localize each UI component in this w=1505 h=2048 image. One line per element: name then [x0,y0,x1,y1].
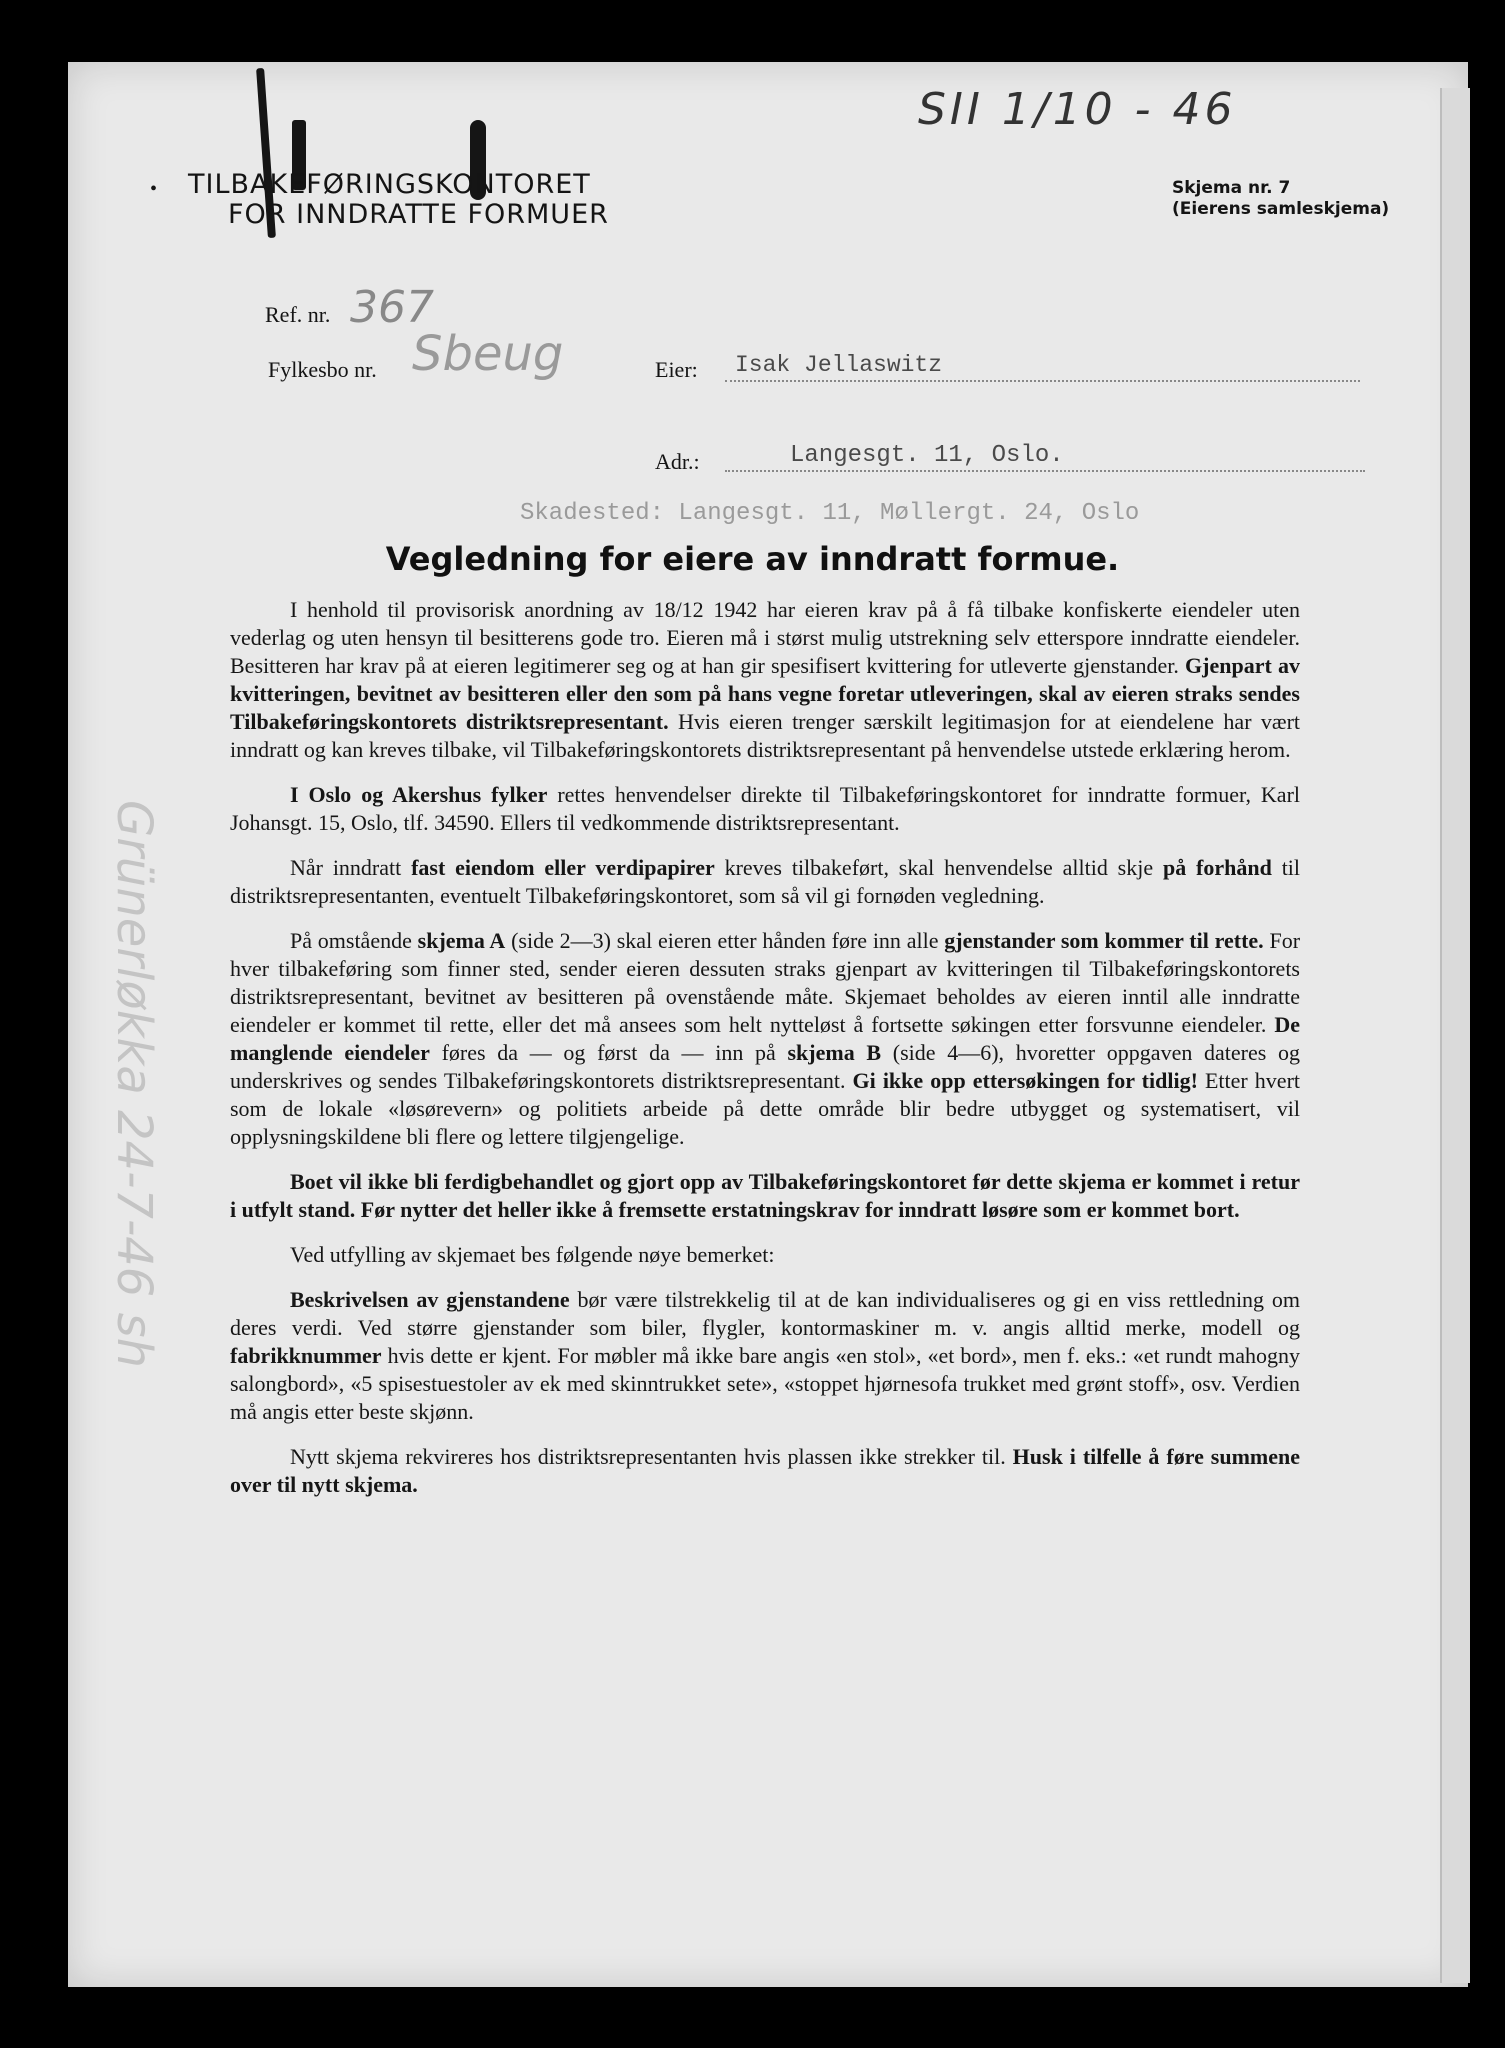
p4-text-a: På omstående [290,928,412,953]
paragraph-8 [230,1443,1300,1499]
adr-value: Langesgt. 11, Oslo. [790,442,1064,469]
p4-text-c: For hver tilbakeføring som finner sted, sender eieren dessuten straks gjenpart av kvitteringen til Tilbakeføringskontorets distriktsrepresentant, bevitnet av besitteren på ovenstående måte. Skjemaet beholdes av eieren inntil alle inndratte eiendeler er kommet til rette, eller det må ansees som helt nytteløst å fortsette søkingen etter forsvunne eiendeler. [230,928,1301,1037]
p7-bold-b: fabrikknummer [230,1343,382,1368]
paragraph-6 [230,1241,1300,1269]
eier-label: Eier: [655,357,698,382]
p1-bold: Gjenpart av kvitteringen, bevitnet av besitteren eller den som på hans vegne foretar utleveringen, skal av eieren straks sendes Tilbakeføringskontorets distriktsrepresentant. [230,653,1301,734]
p4-text-b: (side 2—3) skal eieren etter hånden føre inn alle [511,928,939,953]
p7-text-a: bør være tilstrekkelig til at de kan individualiseres og gi en viss rettledning om deres verdi. Ved større gjenstander som biler, flygler, kontormaskiner m. v. angis alltid merke, modell og [230,1287,1300,1340]
p7-bold-a: Beskrivelsen av gjenstandene [290,1287,570,1312]
p5-bold: Boet vil ikke bli ferdigbehandlet og gjort opp av Tilbakeføringskontoret før dette skjema er kommet i retur i utfylt stand. Før nytter det heller ikke å fremsette erstatningskrav for inndratt løsøre som er kommet bort. [230,1169,1300,1222]
ref-label: Ref. nr. [265,302,331,327]
office-line-1: TILBAKEFØRINGSKONTORET [188,169,591,200]
adr-label: Adr.: [655,449,700,474]
paragraph-1 [230,596,1300,764]
eier-value: Isak Jellaswitz [735,352,943,378]
eier-line [725,380,1360,382]
p4-bold-b: gjenstander som kommer til rette. [944,928,1264,953]
paragraph-4 [230,927,1300,1151]
paragraph-5 [230,1168,1300,1224]
p4-bold-d: skjema B [787,1040,882,1065]
p2-bold-i: I [290,782,299,807]
p4-bold-a: skjema A [417,928,506,953]
form-type: (Eierens samleskjema) [1172,199,1390,219]
office-line-2: FOR INNDRATTE FORMUER [228,199,609,230]
office-name [188,170,609,230]
p8-text: Nytt skjema rekvireres hos distriktsrepresentanten hvis plassen ikke strekker til. [290,1444,1006,1469]
p3-text-a: Når inndratt [290,855,402,880]
ref-value: 367 [350,282,434,333]
p3-bold-b: på forhånd [1162,855,1272,880]
p2-text: rettes henvendelser direkte til Tilbakeføringskontoret for inndratte formuer, Karl Johansgt. 15, Oslo, tlf. 34590. Ellers til vedkommende distriktsrepresentant. [230,782,1301,835]
p3-text-b: kreves tilbakeført, skal henvendelse alltid skje [724,855,1154,880]
p4-bold-e: Gi ikke opp ettersøkingen for tidlig! [852,1068,1198,1093]
fylkesbo-value: Sbeug [412,326,564,382]
skadested: Skadested: Langesgt. 11, Møllergt. 24, Oslo [520,500,1140,527]
archive-reference: SII 1/10 - 46 [918,84,1237,135]
p8-bold: Husk i tilfelle å føre summene over til nytt skjema. [230,1444,1301,1497]
p4-text-f: Etter hvert som de lokale «løsørevern» og politiets arbeide på dette område blir bedre utbygget og systematisert, vil opplysningskildene bli flere og lettere tilgjengelige. [230,1068,1301,1149]
p6-text: Ved utfylling av skjemaet bes følgende nøye bemerket: [290,1242,775,1267]
p3-bold-a: fast eiendom eller verdipapirer [411,855,715,880]
margin-handwriting: Grünerløkka 24-7-46 sh [106,800,162,1369]
p4-text-d: føres da — og først da — inn på [441,1040,776,1065]
adr-line [725,470,1365,472]
p2-bold: Oslo og Akershus fylker [308,782,548,807]
form-identifier [1172,178,1389,220]
p7-text-b: hvis dette er kjent. For møbler må ikke bare angis «en stol», «et bord», men f. eks.: «et rundt mahogny salongbord», «5 spisestuestoler av ek med skinntrukket sete», «stoppet hjørnesofa trukket med grønt stoff», osv. Verdien må angis etter beste skjønn. [230,1343,1300,1424]
form-number: Skjema nr. 7 [1172,178,1291,198]
p4-text-e: (side 4—6), hvoretter oppgaven dateres og underskrives og sendes Tilbakeføringskontorets distriktsrepresentant. [230,1040,1301,1093]
p1-text-end: Hvis eieren trenger særskilt legitimasjon for at eiendelene har vært inndratt og kan kreves tilbake, vil Tilbakeføringskontorets distriktsrepresentant på henvendelse utstede erklæring herom. [230,709,1301,762]
bullet-dot: • [150,178,158,200]
paragraph-3 [230,854,1300,910]
document-title: Vegledning for eiere av inndratt formue. [385,540,1120,578]
p4-bold-c: De manglende eiendeler [230,1012,1300,1065]
p1-text: I henhold til provisorisk anordning av 18/12 1942 har eieren krav på å få tilbake konfiskerte eiendeler uten vederlag og uten hensyn til besitterens gode tro. Eieren må i størst mulig utstrekning selv etterspore inndratte eiendeler. Besitteren har krav på at eieren legitimerer seg og at han gir spesifisert kvittering for utleverte gjenstander. [230,597,1300,678]
paragraph-2 [230,781,1300,837]
page-edge [1440,88,1470,1983]
fylkesbo-label: Fylkesbo nr. [268,357,377,382]
document-body [230,596,1300,1516]
p3-text-c: til distriktsrepresentanten, eventuelt Tilbakeføringskontoret, som så vil gi fornøden vegledning. [230,855,1301,908]
paragraph-7 [230,1286,1300,1426]
